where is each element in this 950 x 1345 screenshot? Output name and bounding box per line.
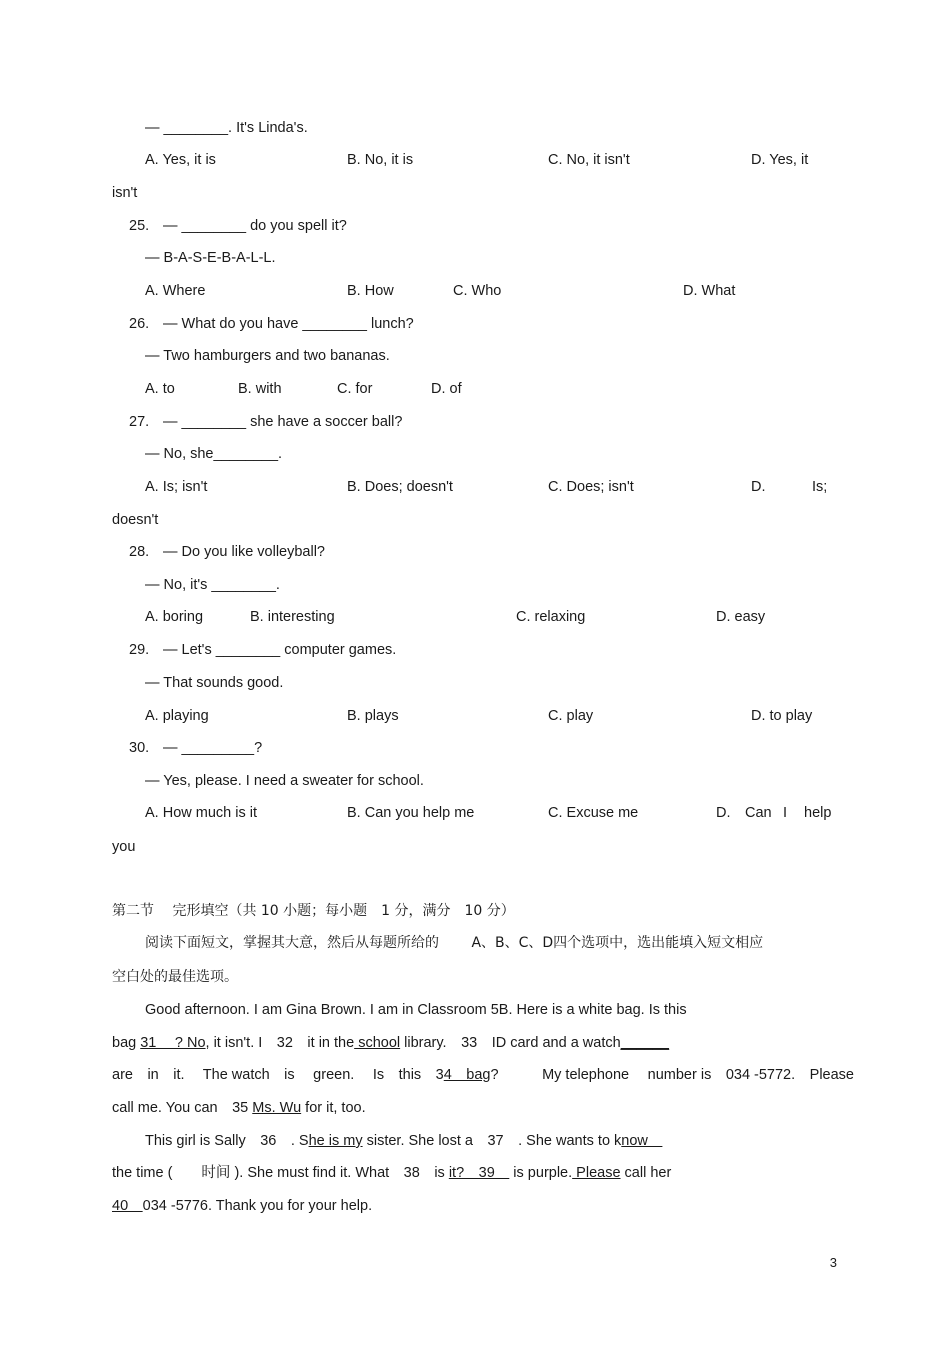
q27-question: — ________ she have a soccer ball? [163,414,403,430]
page-number: 3 [829,1255,837,1270]
q26-option-a: A. to [145,381,175,397]
q24-option-d: D. Yes, it [751,152,809,168]
q30-option-d-word1: Can [745,805,772,821]
q29-option-c: C. play [548,708,594,724]
passage-p2-line3: 40 034 -5776. Thank you for your help. [112,1198,373,1214]
q24-reply: — ________. It's Linda's. [145,120,308,136]
q26-option-c: C. for [337,381,373,397]
passage-p1-line2: bag 31 ? No, it isn't. I 32 it in the school library. 33 ID card and a watch______ [112,1035,670,1051]
q25-number: 25. [129,218,150,234]
q25-option-b: B. How [347,283,394,299]
q28-option-b: B. interesting [250,609,335,625]
passage-p2-line2: the time ( 时间 ). She must find it. What 38 is it? 39 is purple. Please call her [112,1165,672,1181]
q30-option-wrap: you [112,839,136,855]
passage-p1-line1: Good afternoon. I am Gina Brown. I am in Classroom 5B. Here is a white bag. Is this [145,1002,687,1018]
q30-question: — _________? [163,740,263,756]
q25-reply: — B-A-S-E-B-A-L-L. [145,250,276,266]
q29-option-d: D. to play [751,708,813,724]
q28-option-d: D. easy [716,609,766,625]
q28-option-c: C. relaxing [516,609,586,625]
q26-number: 26. [129,316,150,332]
q27-option-wrap: doesn't [112,512,159,528]
passage-p2-line1: This girl is Sally 36 . She is my sister. She lost a 37 . She wants to know [145,1133,663,1149]
q25-option-d: D. What [683,283,736,299]
q25-option-a: A. Where [145,283,206,299]
q28-question: — Do you like volleyball? [163,544,325,560]
q28-option-a: A. boring [145,609,204,625]
section2-heading: 第二节 完形填空（共 10 小题；每小题 1 分，满分 10 分） [112,903,515,919]
q27-option-d-letter: D. [751,479,766,495]
q25-question: — ________ do you spell it? [163,218,347,234]
q27-option-a: A. Is; isn't [145,479,208,495]
q27-option-d-text: Is; [812,479,828,495]
q29-reply: — That sounds good. [145,675,284,691]
q24-option-b: B. No, it is [347,152,414,168]
q26-reply: — Two hamburgers and two bananas. [145,348,390,364]
q27-reply: — No, she________. [145,446,283,462]
q27-option-b: B. Does; doesn't [347,479,453,495]
passage-p1-line4: call me. You can 35 Ms. Wu for it, too. [112,1100,366,1116]
q26-option-b: B. with [238,381,282,397]
q28-reply: — No, it's ________. [145,577,280,593]
section2-instruction-line2: 空白处的最佳选项。 [112,969,238,985]
q24-option-c: C. No, it isn't [548,152,630,168]
q29-option-a: A. playing [145,708,209,724]
section2-instruction-line1: 阅读下面短文，掌握其大意，然后从每题所给的 A、B、C、D四个选项中，选出能填入短文相应 [145,935,764,951]
q30-option-c: C. Excuse me [548,805,639,821]
q30-option-a: A. How much is it [145,805,257,821]
q30-option-d-word3: help [804,805,832,821]
q27-number: 27. [129,414,150,430]
q29-number: 29. [129,642,150,658]
q26-option-d: D. of [431,381,462,397]
q30-number: 30. [129,740,150,756]
q28-number: 28. [129,544,150,560]
q25-option-c: C. Who [453,283,502,299]
q24-option-wrap: isn't [112,185,138,201]
q30-option-d-word2: I [783,805,788,821]
q29-question: — Let's ________ computer games. [163,642,397,658]
q30-option-b: B. Can you help me [347,805,475,821]
passage-p1-line3: are in it. The watch is green. Is this 34 bag? My telephone number is 034 -5772. Please [112,1067,854,1083]
q30-option-d-letter: D. [716,805,731,821]
q26-question: — What do you have ________ lunch? [163,316,414,332]
q24-option-a: A. Yes, it is [145,152,216,168]
q30-reply: — Yes, please. I need a sweater for school. [145,773,424,789]
q29-option-b: B. plays [347,708,399,724]
q27-option-c: C. Does; isn't [548,479,634,495]
